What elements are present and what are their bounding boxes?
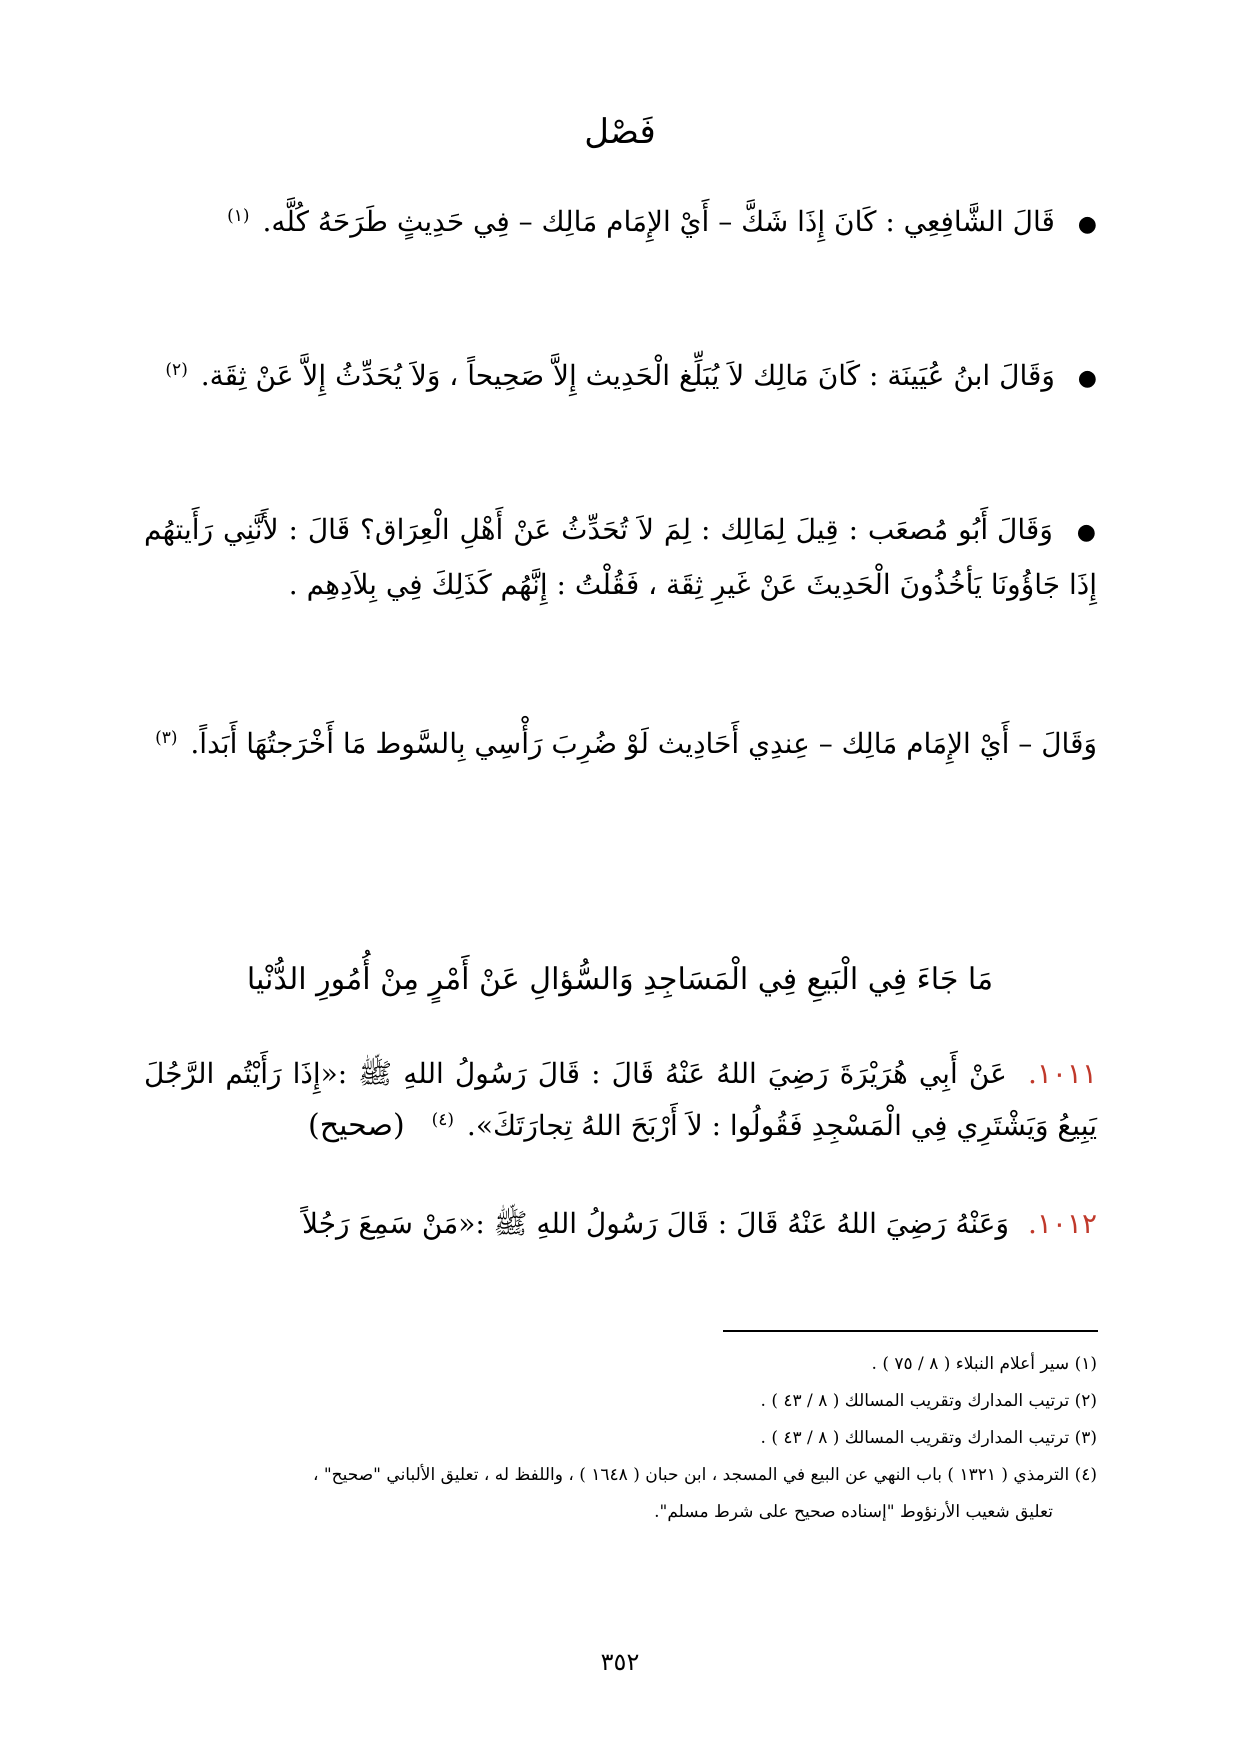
paragraph-malik-quote — [144, 718, 1097, 770]
hadith-number: ١٠١٢. — [1027, 1207, 1097, 1240]
paragraph-text: قَالَ الشَّافِعِي : كَانَ إِذَا شَكَّ – أَيْ الإِمَام مَالِك – فِي حَدِيثٍ طَرَحَهُ كُلَّه. — [262, 205, 1055, 238]
chapter-heading: فَصْل — [584, 112, 656, 152]
hadith-number: ١٠١١. — [1027, 1057, 1097, 1090]
bullet-icon: ● — [1076, 520, 1097, 545]
footnotes — [144, 1346, 1097, 1531]
paragraph-shafii — [144, 196, 1097, 251]
bullet-icon: ● — [1077, 212, 1097, 237]
footnote-2: (٢) ترتيب المدارك وتقريب المسالك ( ٨ / ٤٣ ) . — [760, 1391, 1097, 1411]
footnote-ref[interactable]: (١) — [227, 205, 250, 226]
footnote-4: (٤) الترمذي ( ١٣٢١ ) باب النهي عن البيع في المسجد ، ابن حبان ( ١٦٤٨ ) ، واللفظ له ، تعليق الألباني "صحيح" ، — [312, 1465, 1097, 1485]
footnote-divider — [723, 1330, 1098, 1332]
paragraph-abu-musab — [144, 504, 1097, 611]
paragraph-ibn-uyaynah — [144, 350, 1097, 405]
footnote-4-continued: تعليق شعيب الأرنؤوط "إسناده صحيح على شرط مسلم". — [654, 1502, 1053, 1522]
section-title: مَا جَاءَ فِي الْبَيعِ فِي الْمَسَاجِدِ وَالسُّؤالِ عَنْ أَمْرٍ مِنْ أُمُورِ الدُّنْيا — [246, 962, 994, 997]
paragraph-text: وَقَالَ أَبُو مُصعَب : قِيلَ لِمَالِك : لِمَ لاَ تُحَدِّثُ عَنْ أَهْلِ الْعِرَاق؟ قَالَ : لأَنَّنِي رَأَيتهُم إِذَا جَاؤُونَا يَأخُذُونَ الْحَدِيثَ عَنْ غَيرِ ثِقَة ، فَقُلْتُ : إِنَّهُم كَذَلِكَ فِي بِلاَدِهِم . — [144, 513, 1097, 601]
hadith-text: عَنْ أَبِي هُرَيْرَةَ رَضِيَ اللهُ عَنْهُ قَالَ : قَالَ رَسُولُ اللهِ ﷺ :«إِذَا رَأَيْتُم الرَّجُلَ يَبِيعُ وَيَشْتَرِي فِي الْمَسْجِدِ فَقُولُوا : لاَ أَرْبَحَ اللهُ تِجارَتَكَ». — [144, 1057, 1097, 1142]
hadith-1011 — [144, 1048, 1097, 1152]
paragraph-text: وَقَالَ – أَيْ الإِمَام مَالِك – عِندِي أَحَادِيث لَوْ ضُرِبَ رَأْسِي بِالسَّوط مَا أَخْرَجتُهَا أَبَداً. — [190, 727, 1097, 760]
footnote-ref[interactable]: (٤) — [431, 1109, 455, 1130]
page-number: ٣٥٢ — [600, 1648, 640, 1676]
footnote-ref[interactable]: (٢) — [165, 359, 188, 380]
bullet-icon: ● — [1077, 366, 1097, 391]
hadith-1012 — [144, 1198, 1097, 1250]
hadith-grade: (صحيح) — [308, 1108, 405, 1143]
footnote-3: (٣) ترتيب المدارك وتقريب المسالك ( ٨ / ٤٣ ) . — [760, 1428, 1097, 1448]
footnote-ref[interactable]: (٣) — [155, 727, 178, 748]
footnote-1: (١) سير أعلام النبلاء ( ٨ / ٧٥ ) . — [871, 1354, 1097, 1374]
paragraph-text: وَقَالَ ابنُ عُيَينَة : كَانَ مَالِك لاَ يُبَلِّغ الْحَدِيث إِلاَّ صَحِيحاً ، وَلاَ يُحَدِّثُ إِلاَّ عَنْ ثِقَة. — [200, 359, 1055, 392]
hadith-text: وَعَنْهُ رَضِيَ اللهُ عَنْهُ قَالَ : قَالَ رَسُولُ اللهِ ﷺ :«مَنْ سَمِعَ رَجُلاً — [302, 1207, 1010, 1240]
